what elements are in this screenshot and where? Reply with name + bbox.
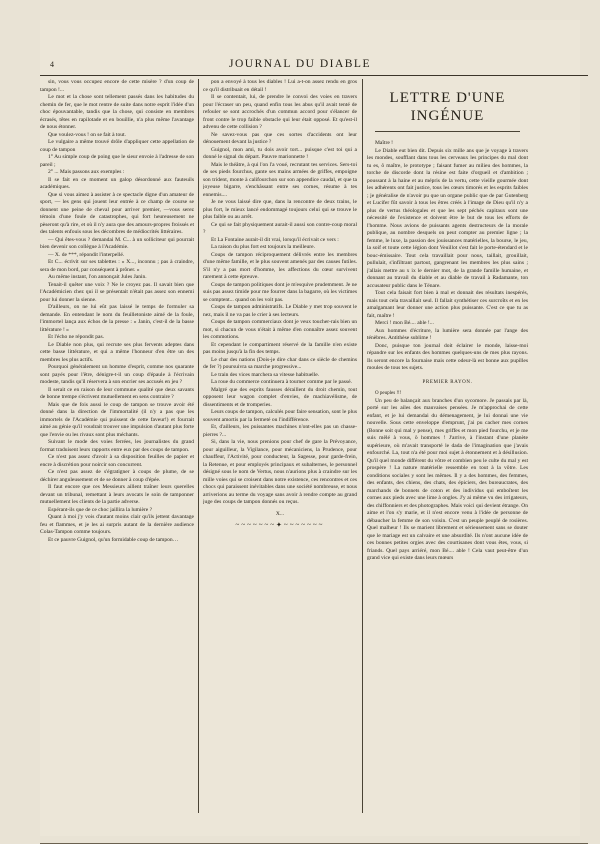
column-middle xyxy=(203,79,357,815)
paragraph: Quant à moi j'y vois d'autant moins clair qu'ils jettent davantage feu et flammes, et je les ai surpris autant de la dernière audience Colas-Tampon comme toujours. xyxy=(40,514,194,535)
paragraph: Le char des nations (Dois-je dire char dans ce siècle de chemins de fer ?) poursuivra sa marche progressive... xyxy=(203,356,357,370)
paragraph: Si, dans la vie, nous prenions pour chef de gare la Prévoyance, pour aiguilleur, la Vigilance, pour mécaniciens, la Prudence, pour chauffeur, l'Activité, pour conducteur, la Sagesse, pour garde-frein, la Retenue, et pour employés principaux et subalternes, le personnel désigné sous le nom de Vertus, nous n'aurions plus à craindre sur les mille voies qui se croisent dans notre existence, ces rencontres et ces chocs qui paraissent inévitables dans une société nombreuse, et nous arriverions au terme du voyage sans avoir à rendre compte au grand juge des coups de tampon donnés ou reçus. xyxy=(203,439,357,505)
paragraph: Tout cela faisait fort bien à mal et donnait des résultats inespérés, mais tout cela travaillait seul. Il fallait synthétiser ces surcroîts et en les amalgamant leur donner une action plus puissante. C'est ce que tu as fait, maître ! xyxy=(367,290,528,319)
paragraph: Ce n'est pas assez de s'égratigner à coups de plume, de se déchirer anguleusement et de se donner à coup d'épée. xyxy=(40,469,194,483)
paragraph: Il se contentait, lui, de prendre le convoi des voies en travers pour l'écraser un peu, quand enfin tous les abus qu'il avait tenté de refouler se sont accrochés d'un commun accord pour s'élancer de front contre le trop faible obstacle qui leur était opposé. Et qu'est-il advenu de cette collision ? xyxy=(203,94,357,130)
paragraph: Espérant-ils que de ce choc jaillira la lumière ? xyxy=(48,506,153,513)
paragraph: pon a envoyé à tous les diables ! Lui a-t-on assez rendu en gros ce qu'il distribuait en détail ! xyxy=(203,79,357,93)
paragraph: Il se fait en ce moment un galop désordonné aux fauteuils académiques. xyxy=(40,176,194,190)
paragraph: Pourquoi généralement un homme d'esprit, comme nos quarante sont payés pour l'être, dénigre-t-il un coup d'épaule à l'écrivain modeste, tandis qu'il réservera à son encrier ses accusés en jeu ? xyxy=(40,364,194,385)
journal-title: JOURNAL DU DIABLE xyxy=(229,58,371,70)
letter-text xyxy=(367,148,528,373)
paragraph: Donc, puisque ton journal doit éclairer le monde, laisse-moi répandre sur les enfants des hommes quelques-uns de mes plus rayons. Ils seront encore la fournaise mais cette odeur-là est bonne aux pupilles moules de tous tes sujets. xyxy=(367,342,528,371)
column-left-text xyxy=(40,79,194,544)
paragraph: — X. de ***, répondit l'interpellé. xyxy=(48,251,125,258)
paragraph: Coups de tampon politiques dont je m'esquive prudemment. Je ne suis pas assez timide pour me fourrer dans la bagarre, où les victimes se comptent... quand on les voit pas. xyxy=(203,281,357,303)
paragraph: Le Diable non plus, qui recrute ses plus fervents adeptes dans cette basse littérature, et qui a même l'honneur d'en être un des membres les plus actifs. xyxy=(40,341,194,363)
paragraph: 1° Au simple coup de poing que le sieur envoie à l'adresse de son pareil ; xyxy=(40,154,194,168)
section-quote: O peuples !!! xyxy=(375,391,402,396)
column-middle-text xyxy=(203,79,357,507)
paragraph: Tenait-il quêter une voix ? Ne le croyez pas. Il savait bien que l'Académicien chez qui il se présentait n'était pas assez son ennemi pour lui donner la sienne. xyxy=(40,281,194,303)
paragraph: Coups de tampon administratifs. Le Diable y met trop souvent le nez, mais il ne va pas le crier à ses lecteurs. xyxy=(203,304,357,318)
paragraph: Que voulez-vous ! on se fait à tout. xyxy=(48,131,126,138)
paragraph: Mais le théâtre, à qui l'on l'a voué, recrutant tes services. Sers-toi de ses pieds fourchus, gante ses mains armées de griffes, empoigne son trident, monte à califourchon sur son appendice caudal, et que ta joyeuse bigarre, s'enchâssant entre ses cornes, résume à tes ennemis.... xyxy=(203,161,357,198)
paragraph: Et cependant le compartiment réservé de la famille n'en existe pas moins jusqu'à la fin des temps. xyxy=(203,341,357,355)
paragraph: Guignol, mon ami, tu dois avoir tort... puisque c'est toi qui a donné le signal du départ. Pauvre marionnette ! xyxy=(203,146,357,160)
paragraph: Et C... écrivit sur ses tablettes : « X..., inconnu ; pas à craindre, sera de mon bord, par conséquent à prôner. » xyxy=(40,259,194,273)
paragraph: Coups de tampon commerciaux dont je veux toucher-rais bien un mot, si chacun de vous n'était à même d'en connaître assez souvent les commotions. xyxy=(203,319,357,340)
title-rule xyxy=(375,131,520,132)
paragraph: Il serait ce en raison de leur commune qualité que deux savants de bonne trempe s'écrivent mutuellement en sens contraire ? xyxy=(40,386,194,400)
paragraph: La roue du commerce continuera à tourner comme par le passé. xyxy=(211,379,352,385)
article-title: LETTRE D'UNE INGÉNUE xyxy=(389,90,506,124)
paragraph: Mais que de fois aussi le coup de tampon se trouve avoir été donné dans la direction de l'immortalité (il n'y a pas que les immortels de l'Académie qui puissent de cette faveur!) et fourrait aimé au génie qu'il voudrait trouver une impulsion d'autant plus forte que l'envie ou les rivaux sont plus méchants. xyxy=(40,401,194,438)
header-rule xyxy=(40,75,588,76)
paragraph: Et ce pauvre Guignol, qu'un formidable coup de tampon… xyxy=(48,536,179,543)
paragraph: Le vulgaire a même trouvé drôle d'appliquer cette appellation de coup de tampon xyxy=(40,139,194,153)
paragraph: Leurs coups de tampon, calculés pour faire sensation, sont le plus souvent amortis par la fermeté ou l'indifférence. xyxy=(203,409,357,423)
paragraph: Et l'écho ne répondit pas. xyxy=(48,334,104,340)
paragraph: 2° ... Mais passons aux exemples : xyxy=(48,169,125,175)
paragraph: — Qui êtes-vous ? demandai M. C... à un solliciteur qui pourrait bien devenir son collègue à l'Académie. xyxy=(40,236,194,250)
paragraph: Coups de tampon réciproquement délivrés entre les membres d'une même famille, et le plus souvent amenés par des causes futiles. S'il n'y a pas mort d'homme, les affections du cœur survivent rarement à cette épreuve. xyxy=(203,251,357,280)
paragraph: Le mot et la chose sont tellement passés dans les habitudes du chemin de fer, que le mot rentre de suite dans notre esprit l'idée d'un choc épouvantable, tandis que la chose, qui consiste en membres écrasés, têtes en rapilotade et en bouillie, n'a plus même l'avantage de nous étonner. xyxy=(40,94,194,130)
section-subhead: PREMIER RAYON. xyxy=(422,379,473,385)
paragraph: D'ailleurs, on ne lui eût pas laissé le temps de formuler sa demande. En entendant le nom du feuilletoniste aimé de la foule, l'immortel lança aux échos de la presse : « Janin, c'est-il de la basse littérature ! » xyxy=(40,304,194,333)
paragraph: Aux hommes d'écriture, la lumière sera donnée par l'ange des ténèbres. Antithèse sublime ! xyxy=(367,327,528,341)
column-left xyxy=(40,79,194,815)
paragraph: Je ne vous laissé dire que, dans la rencontre de deux trains, le plus fort, le mieux lancé endommagé toujours celui qui se trouve le plus faible ou au arrêt. xyxy=(203,199,357,220)
column-right xyxy=(367,79,528,815)
running-head xyxy=(0,4,600,40)
paragraph: Malgré que des esprits fausses déraillent du droit chemin, tout opposent leur wagon complet d'envies, de machiavélisme, de dissentiments et de tromperies. xyxy=(203,386,357,408)
page-number: 4 xyxy=(50,60,54,69)
salutation: Maître ! xyxy=(375,140,394,146)
letter-text-continued xyxy=(367,398,528,563)
paragraph: Que si vous aimez à assister à ce spectacle digne d'un amateur de sport, — les gens qui jouent leur entrée à ce champ de course se donnent une peine de cheval pour arriver premier, —vous serez témoin d'une foule de catastrophes, qui fort heureusement ne pèseront qu'à rire, et où il n'y aura que des amours-propres froissés et des talents enfouis sous les décombres de médiocrités littéraires. xyxy=(40,191,194,235)
paragraph: Le Diable eut bien dit. Depuis six mille ans que je voyage à travers les mondes, soufflant dans tous les cerveaux les principes du mal dont tu es, ô maître, le prototype ; faisant fumer au milieu des hommes, la torche de discorde dont la résine est faite d'orgueil et d'ambition ; poussant à la haine et au mépris de la vertu, cette vieille gourmée dont les adhérents ont fait justice, tous les cœurs timorés et les esprits faibles ; je généralise de n'avoir pu que un organe public que de par Gutenberg et Lucifer fût savoir à tous les êtres créés à l'image de Dieu qu'il n'y a plus de vertus théologales et que les sept péchés capitaux sont une nécessité de l'existence et doivent être le but de tous les efforts de l'homme. Nous avions de puissants agents destructeurs de la morale publique, au nombre desquels on peut compter au premier ligne ; la femme, le luxe, la passion des jouissances matérielles, la bourse, le jeu, la soif et toute cette légion dont Veuillot s'est fait le porte-étendard et le bouc-émissaire. Tout cela travaillait pour nous, taillait, grouillait, pullulait, s'infiltrant partout, gangrenant les membres les plus sains ; j'allais mettre au x ix le dernier mot, de la grande famille humaine, et donnant au travail du diable et au diable de travail à Radamante, ton accusateur public dans le Ténare. xyxy=(367,147,528,289)
paragraph: Ce qui se fait physiquement aurait-il aussi son contre-coup moral ? xyxy=(203,221,357,235)
paragraph: Merci ! mon Bé.... able !... xyxy=(375,320,434,326)
paragraph: sin, vous vous occupez encore de cette misère ? d'un coup de tampon !... xyxy=(40,79,194,93)
paragraph: La raison du plus fort est toujours la meilleure. xyxy=(211,244,315,250)
paragraph: Le train des vices marchera sa vitesse habituelle. xyxy=(211,371,320,378)
paragraph: Ne savez-vous pas que ces sortes d'accidents ont leur dénouement devant la justice ? xyxy=(203,131,357,145)
paragraph: Au même instant, l'on annonçait Jules Janin. xyxy=(48,274,147,280)
column-divider xyxy=(198,79,199,813)
paragraph: Et La Fontaine aurait-il dit vrai, lorsqu'il écrivait ce vers : xyxy=(211,236,339,243)
paragraph: Suivant le mode des voies ferrées, les journalistes du grand format traduisent leurs rapports entre eux par des coups de tampon. xyxy=(40,439,194,453)
paragraph: Il faut encore que ces Messieurs aillent traîner leurs querelles devant un tribunal, remettant à leurs avocats le soin de tamponner mutuellement les clients de la partie adverse. xyxy=(40,484,194,505)
signature: X... xyxy=(275,510,285,517)
paragraph: Et, d'ailleurs, les puissantes machines n'ont-elles pas un chasse-pierres ?... xyxy=(203,424,357,438)
end-ornament: ~~~~~~~✦~~~~~~~ xyxy=(235,521,325,529)
paragraph: Ce n'est pas assez d'avoir à sa disposition feuilles de papier et encre à discrétion pour noircir son concurrent. xyxy=(40,454,194,468)
paragraph: Un peu de balançait aux branches d'un sycomore. Je passais par là, porté sur les ailes des mauvaises pensées. Je m'approchai de cette enfant, et je lui demandai du démenagement, je lui donnai une vie nouvelle. Sous cette enveloppe d'emprunt, j'ai pu cacher mes cornes (Bonne soit qui mal y pense), mes griffes et mon pied fourchu, et je me suis mêlé à vous, ô hommes ! J'arrive, à l'instant d'une planète supérieure, où m'avait transporté le dada de l'imagination que j'avais enfourché. La, tout n'a été pour moi sujet à étonnement et à désillusion. Qu'il quel monde différent du vôtre et combien peu le culte du mal y est prospère ! La nature matérielle ressemble en tout à la vôtre. Les conditions sociales y sont les mêmes. Il y a des hommes, des femmes, des enfants, des chiens, des chats, des épiciers, des bureaucrates, des marchands de bonnets de coton et des individus qui emboîtent les cornes aux pieds avec une lime à ongles. J'y ai même vu des irrigateurs, des chiffonniers et des photographes. Mais voici qui devient étrange. On aime et l'on s'y marie, et il n'est encore venu à l'idée de personne de débaucher la femme de son voisin. C'est un peuple peuplé de rosières. Quel malheur ! Ils se marient librement et sérieusement sans se douter que le mariage est un calvaire et une absurdité. Ils n'ont aucune idée de ces bonnes petites orgies avec des courtisanes dont vous êtes, vous, si friands. Quel pays arriéré, mon Bé.... able ! Cela vaut peut-être d'un grand vice qui existe dans leurs mœurs xyxy=(367,397,528,561)
column-divider xyxy=(362,79,363,813)
